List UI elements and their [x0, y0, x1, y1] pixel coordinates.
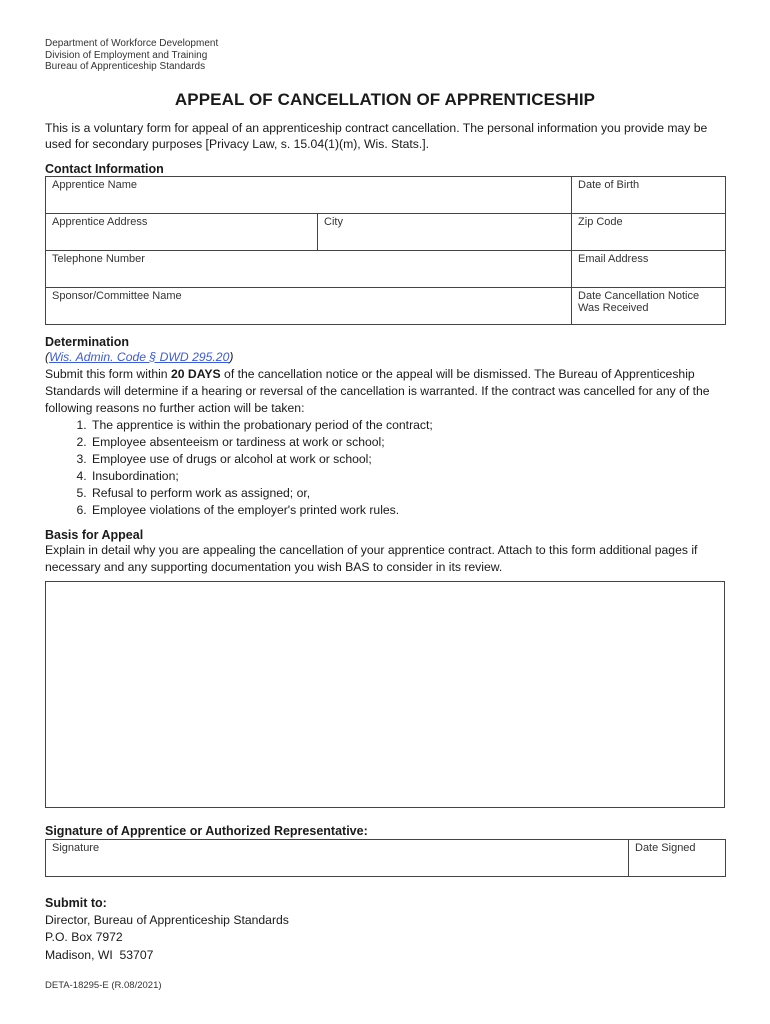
- email-field[interactable]: [572, 250, 726, 287]
- determination-citation: [45, 349, 725, 366]
- reason-item: 4. Insubordination;: [90, 468, 725, 485]
- reason-item: 1. The apprentice is within the probationary period of the contract;: [90, 417, 725, 434]
- telephone-label: Telephone Number: [52, 252, 145, 265]
- citation-close: ): [229, 349, 234, 364]
- date-notice-field[interactable]: [572, 287, 726, 324]
- agency-department: Department of Workforce Development: [45, 38, 219, 49]
- signature-table: [45, 839, 726, 877]
- signature-label: Signature: [52, 841, 100, 854]
- city-field[interactable]: [318, 213, 572, 250]
- determination-text-pre: Submit this form within: [45, 366, 171, 381]
- apprentice-address-field[interactable]: [46, 213, 318, 250]
- signature-heading: Signature of Apprentice or Authorized Representative:: [45, 823, 368, 838]
- sponsor-field[interactable]: [46, 287, 572, 324]
- deadline-emphasis: 20 DAYS: [170, 366, 221, 381]
- zip-code-label: Zip Code: [578, 215, 623, 228]
- determination-text-post: of the cancellation notice or the appeal will be dismissed. The Bureau of Apprenticeship Standards will determine if a hearing or reversal of the cancellation is warranted. If the contract was cancelled for any of the following reasons no further action will be taken:: [45, 366, 710, 415]
- determination-heading: Determination: [45, 334, 130, 349]
- submit-line-3: Madison, WI 53707: [45, 947, 154, 962]
- form-id: DETA-18295-E (R.08/2021): [45, 980, 162, 991]
- reason-item: 6. Employee violations of the employer's printed work rules.: [90, 502, 725, 519]
- submit-heading: Submit to:: [45, 895, 107, 910]
- basis-text: Explain in detail why you are appealing the cancellation of your apprentice contract. Attach to this form additional pages if necessary and any supporting documentation you wish BAS to consider in its review.: [45, 542, 698, 574]
- agency-header: [45, 38, 725, 73]
- zip-code-field[interactable]: [572, 213, 726, 250]
- basis-textarea[interactable]: [45, 581, 725, 808]
- reason-item: 3. Employee use of drugs or alcohol at work or school;: [90, 451, 725, 468]
- city-label: City: [324, 215, 343, 228]
- telephone-field[interactable]: [46, 250, 572, 287]
- date-signed-label: Date Signed: [635, 841, 696, 854]
- dwd-code-link[interactable]: Wis. Admin. Code § DWD 295.20: [49, 349, 230, 364]
- date-of-birth-field[interactable]: [572, 176, 726, 213]
- basis-heading: Basis for Appeal: [45, 527, 144, 542]
- form-page: [45, 38, 725, 991]
- contact-table: [45, 176, 726, 325]
- submit-line-1: Director, Bureau of Apprenticeship Standards: [45, 912, 289, 927]
- signature-field[interactable]: [46, 839, 629, 876]
- apprentice-address-label: Apprentice Address: [52, 215, 148, 228]
- submit-line-2: P.O. Box 7972: [45, 930, 123, 944]
- reasons-list: [45, 417, 725, 519]
- sponsor-label: Sponsor/Committee Name: [52, 289, 182, 302]
- apprentice-name-label: Apprentice Name: [52, 178, 137, 191]
- reason-item: 2. Employee absenteeism or tardiness at work or school;: [90, 434, 725, 451]
- submit-block: [45, 895, 725, 965]
- agency-division: Division of Employment and Training: [45, 49, 208, 61]
- reason-item: 5. Refusal to perform work as assigned; or,: [90, 485, 725, 502]
- citation-open: (: [45, 349, 50, 364]
- date-of-birth-label: Date of Birth: [578, 178, 640, 191]
- email-label: Email Address: [578, 252, 649, 265]
- apprentice-name-field[interactable]: [46, 176, 572, 213]
- agency-bureau: Bureau of Apprenticeship Standards: [45, 61, 206, 72]
- intro-text: This is a voluntary form for appeal of an apprenticeship contract cancellation. The personal information you provide may be used for secondary purposes [Privacy Law, s. 15.04(1)(m), Wis. Stats.].: [45, 120, 708, 151]
- form-title: APPEAL OF CANCELLATION OF APPRENTICESHIP: [174, 89, 596, 109]
- date-notice-label: Date Cancellation Notice Was Received: [578, 289, 700, 314]
- determination-text: [45, 366, 725, 417]
- contact-heading: Contact Information: [45, 161, 164, 176]
- date-signed-field[interactable]: [629, 839, 726, 876]
